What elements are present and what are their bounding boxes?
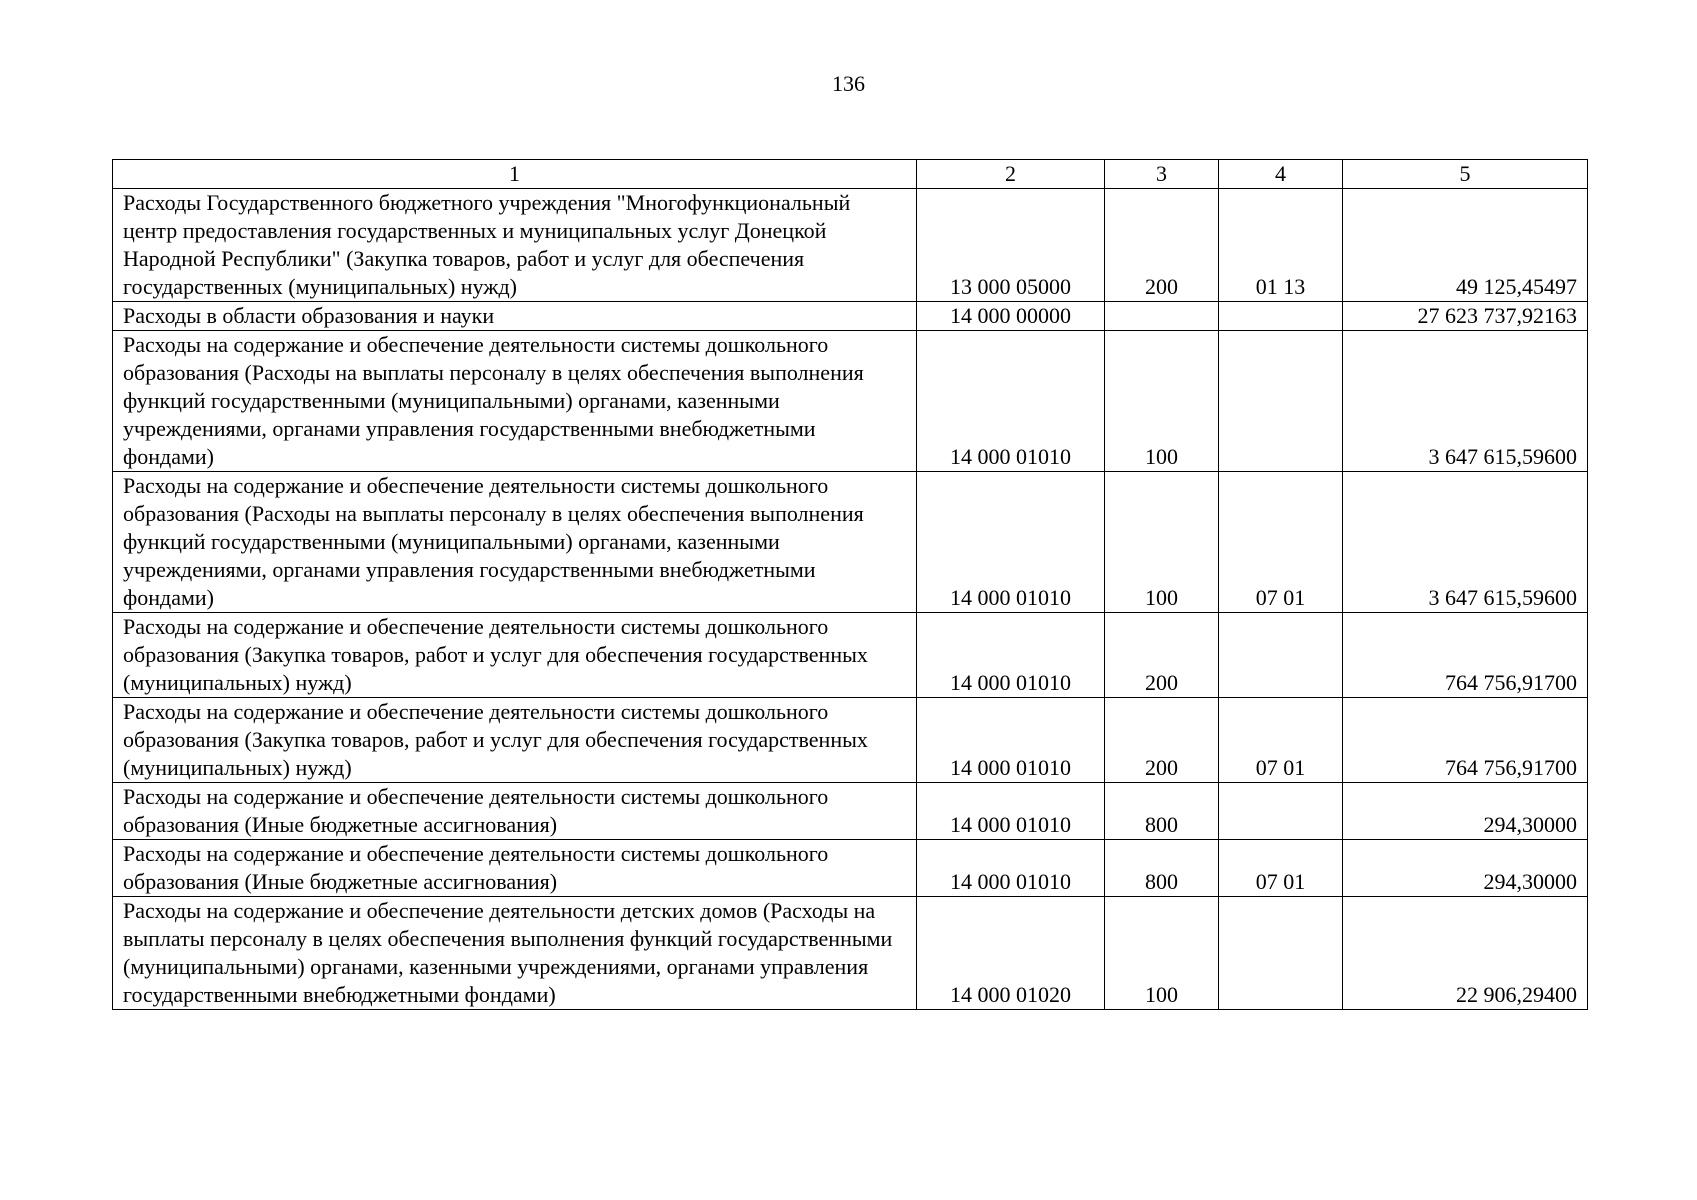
expense-description: Расходы на содержание и обеспечение деятельности системы дошкольного образования (Расходы на выплаты персоналу в целях обеспечения выполнения функций государственными (муниципальными) органами, казенными учреждениями, органами управления государственными внебюджетными фондами) xyxy=(113,472,917,613)
budget-table xyxy=(112,159,1588,1010)
target-code: 14 000 01010 xyxy=(917,472,1105,613)
section-code xyxy=(1219,783,1343,840)
table-row xyxy=(113,302,1588,331)
table-row xyxy=(113,897,1588,1010)
table-row xyxy=(113,331,1588,472)
expense-description: Расходы на содержание и обеспечение деятельности системы дошкольного образования (Иные бюджетные ассигнования) xyxy=(113,783,917,840)
section-code xyxy=(1219,613,1343,698)
amount: 764 756,91700 xyxy=(1343,613,1588,698)
column-header-1: 1 xyxy=(113,160,917,189)
expense-type: 800 xyxy=(1105,840,1219,897)
table-row xyxy=(113,613,1588,698)
amount: 294,30000 xyxy=(1343,840,1588,897)
section-code: 07 01 xyxy=(1219,840,1343,897)
amount: 27 623 737,92163 xyxy=(1343,302,1588,331)
target-code: 14 000 01010 xyxy=(917,698,1105,783)
target-code: 14 000 01010 xyxy=(917,613,1105,698)
target-code: 14 000 01020 xyxy=(917,897,1105,1010)
section-code: 07 01 xyxy=(1219,472,1343,613)
section-code: 07 01 xyxy=(1219,698,1343,783)
expense-type: 100 xyxy=(1105,897,1219,1010)
expense-type: 100 xyxy=(1105,331,1219,472)
table-row xyxy=(113,698,1588,783)
expense-type: 100 xyxy=(1105,472,1219,613)
table-row xyxy=(113,840,1588,897)
expense-description: Расходы на содержание и обеспечение деятельности системы дошкольного образования (Расходы на выплаты персоналу в целях обеспечения выполнения функций государственными (муниципальными) органами, казенными учреждениями, органами управления государственными внебюджетными фондами) xyxy=(113,331,917,472)
amount: 22 906,29400 xyxy=(1343,897,1588,1010)
column-header-5: 5 xyxy=(1343,160,1588,189)
expense-description: Расходы на содержание и обеспечение деятельности системы дошкольного образования (Иные бюджетные ассигнования) xyxy=(113,840,917,897)
expense-type xyxy=(1105,302,1219,331)
amount: 3 647 615,59600 xyxy=(1343,331,1588,472)
section-code xyxy=(1219,331,1343,472)
table-row xyxy=(113,189,1588,302)
expense-description: Расходы на содержание и обеспечение деятельности детских домов (Расходы на выплаты персоналу в целях обеспечения выполнения функций государственными (муниципальными) органами, казенными учреждениями, органами управления государственными внебюджетными фондами) xyxy=(113,897,917,1010)
section-code xyxy=(1219,302,1343,331)
target-code: 14 000 00000 xyxy=(917,302,1105,331)
expense-description: Расходы на содержание и обеспечение деятельности системы дошкольного образования (Закупка товаров, работ и услуг для обеспечения государственных (муниципальных) нужд) xyxy=(113,698,917,783)
target-code: 13 000 05000 xyxy=(917,189,1105,302)
column-header-4: 4 xyxy=(1219,160,1343,189)
section-code xyxy=(1219,897,1343,1010)
target-code: 14 000 01010 xyxy=(917,331,1105,472)
target-code: 14 000 01010 xyxy=(917,783,1105,840)
amount: 49 125,45497 xyxy=(1343,189,1588,302)
column-header-3: 3 xyxy=(1105,160,1219,189)
target-code: 14 000 01010 xyxy=(917,840,1105,897)
table-row xyxy=(113,472,1588,613)
column-header-2: 2 xyxy=(917,160,1105,189)
amount: 294,30000 xyxy=(1343,783,1588,840)
table-row xyxy=(113,783,1588,840)
expense-type: 800 xyxy=(1105,783,1219,840)
expense-type: 200 xyxy=(1105,698,1219,783)
expense-type: 200 xyxy=(1105,189,1219,302)
table-header-row xyxy=(113,160,1588,189)
expense-type: 200 xyxy=(1105,613,1219,698)
expense-description: Расходы в области образования и науки xyxy=(113,302,917,331)
amount: 3 647 615,59600 xyxy=(1343,472,1588,613)
page-number: 136 xyxy=(832,71,865,96)
expense-description: Расходы на содержание и обеспечение деятельности системы дошкольного образования (Закупка товаров, работ и услуг для обеспечения государственных (муниципальных) нужд) xyxy=(113,613,917,698)
section-code: 01 13 xyxy=(1219,189,1343,302)
expense-description: Расходы Государственного бюджетного учреждения "Многофункциональный центр предоставления государственных и муниципальных услуг Донецкой Народной Республики" (Закупка товаров, работ и услуг для обеспечения государственных (муниципальных) нужд) xyxy=(113,189,917,302)
amount: 764 756,91700 xyxy=(1343,698,1588,783)
